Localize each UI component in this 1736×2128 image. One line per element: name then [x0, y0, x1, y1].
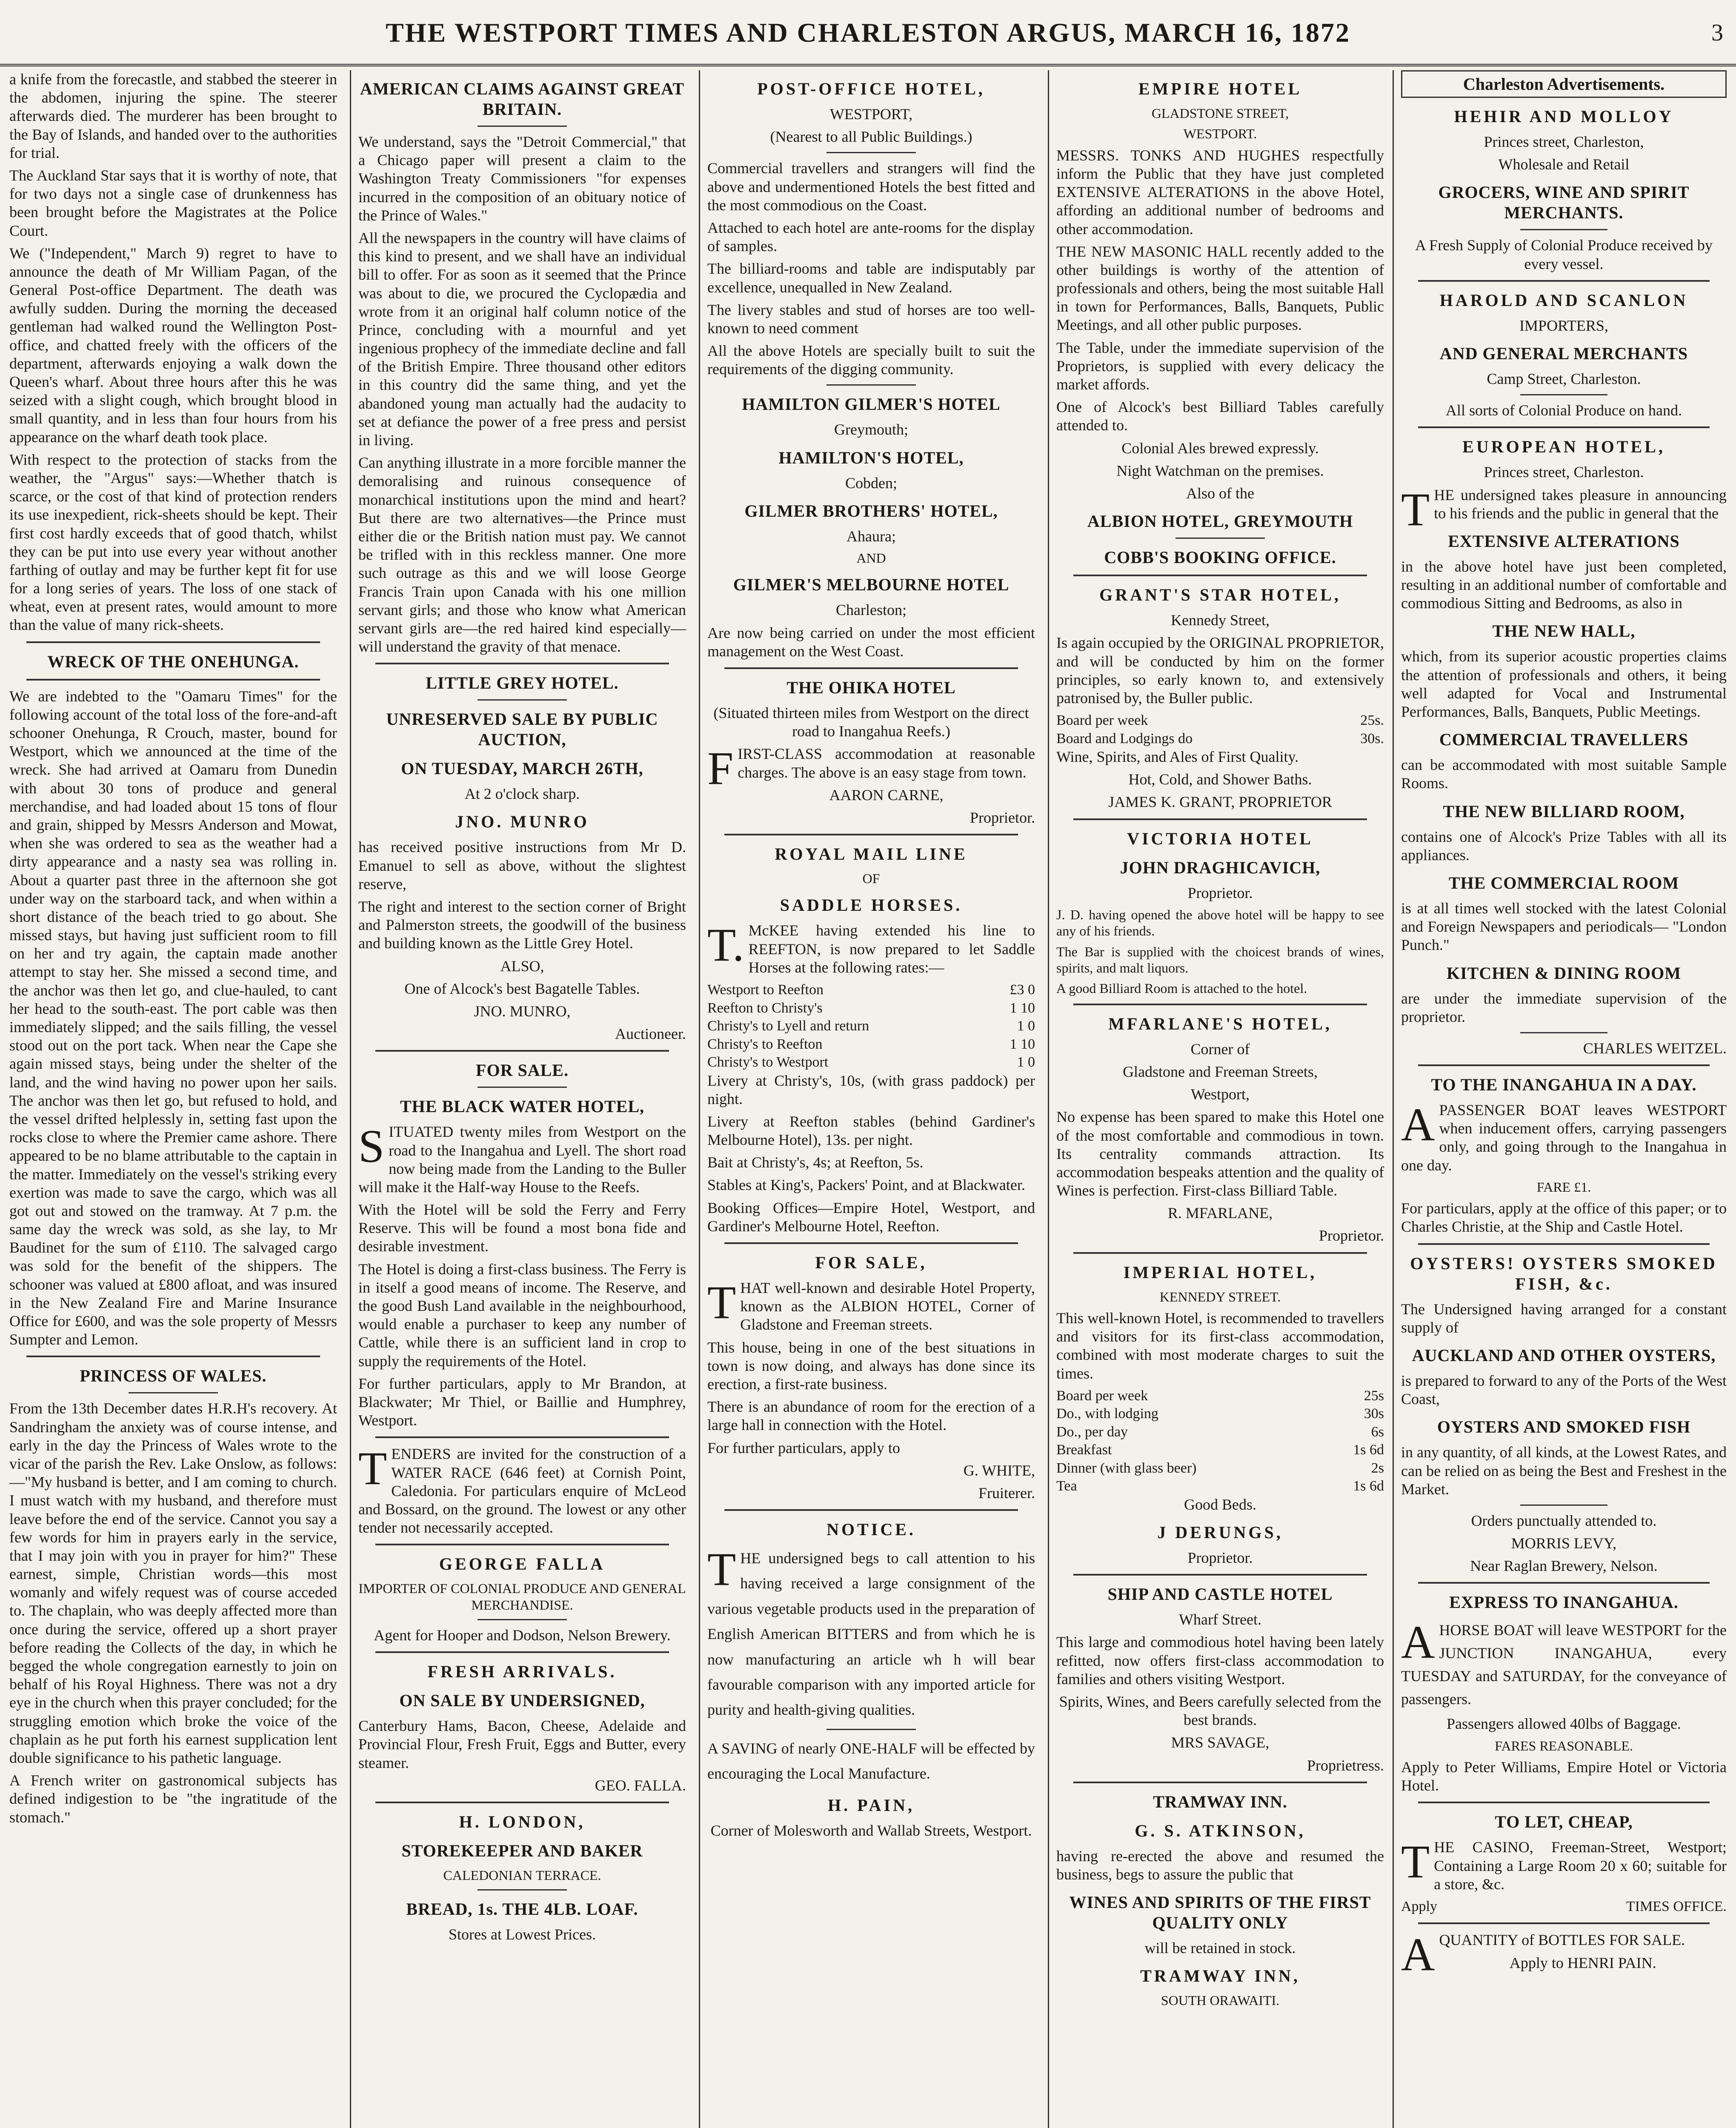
ad-subheading: THE NEW BILLIARD ROOM,	[1443, 801, 1685, 821]
ad-text: Canterbury Hams, Bacon, Cheese, Adelaide and Provincial Flour, Fresh Fruit, Eggs and Butter, every steamer.	[358, 1717, 686, 1771]
masthead	[0, 0, 1736, 66]
ad-signature: JNO. MUNRO,	[474, 1002, 571, 1020]
ad-text: Is again occupied by the ORIGINAL PROPRIETOR, and will be conducted by him on the former principles, so early known to, and extensively patronised by, the Buller public.	[1056, 634, 1384, 706]
column-rule	[1048, 70, 1049, 2128]
ad-text: Attached to each hotel are ante-rooms for the display of samples.	[707, 219, 1035, 255]
divider	[1175, 538, 1265, 539]
ad-text: which, from its superior acoustic properties claims the attention of professionals and others, it being well adapted for Vocal and Instrumental Performances, Balls, Banquets, Public Meetings.	[1401, 648, 1727, 720]
ad-text: The Undersigned having arranged for a constant supply of	[1401, 1300, 1727, 1336]
headline-wreck: WRECK OF THE ONEHUNGA.	[47, 652, 299, 671]
divider	[724, 834, 1018, 835]
ad-text: A good Billiard Room is attached to the hotel.	[1056, 981, 1307, 996]
ad-text: Wholesale and Retail	[1498, 156, 1630, 173]
ad-subheading: STOREKEEPER AND BAKER	[401, 1841, 643, 1860]
ad-heading: THE OHIKA HOTEL	[786, 678, 956, 697]
ad-text: Princes street, Charleston.	[1484, 463, 1644, 481]
ad-heading: OYSTERS! OYSTERS SMOKED FISH, &c.	[1410, 1253, 1718, 1293]
rate-row: Breakfast 1s 6d	[1056, 1442, 1384, 1458]
ad-subheading: HAMILTON'S HOTEL,	[778, 448, 964, 467]
ad-text: THE undersigned begs to call attention to his having received a large consignment of the various vegetable products used in the preparation of English American BITTERS and from which he is now manufacturing an article wh h will bear favourable comparison with any imported article for purity and health-giving qualities.	[707, 1543, 1035, 1719]
ad-text: For further particulars, apply to	[707, 1439, 900, 1456]
ad-text: Stables at King's, Packers' Point, and at Blackwater.	[707, 1176, 1025, 1194]
ad-text: Cobden;	[845, 474, 897, 492]
rate-row: Dinner (with glass beer) 2s	[1056, 1460, 1384, 1476]
divider	[375, 1436, 669, 1438]
ad-text: For further particulars, apply to Mr Brandon, at Blackwater; Mr Thiel, or Baillie and Humphrey, Westport.	[358, 1375, 686, 1429]
ad-text: KENNEDY STREET.	[1159, 1289, 1281, 1304]
headline-princess: PRINCESS OF WALES.	[80, 1366, 267, 1386]
ad-text: GLADSTONE STREET,	[1151, 106, 1289, 121]
ad-text: THE undersigned takes pleasure in announcing to his friends and the public in general that the	[1401, 483, 1727, 535]
ad-text: Corner of	[1190, 1040, 1250, 1058]
divider	[478, 1889, 567, 1891]
ad-text: THE CASINO, Freeman-Street, Westport; Containing a Large Room 20 x 60; suitable for a store, &c.	[1401, 1836, 1727, 1893]
ad-subheading: GILMER BROTHERS' HOTEL,	[744, 501, 998, 521]
ad-text: Livery at Christy's, 10s, (with grass paddock) per night.	[707, 1072, 1035, 1107]
column-rule	[699, 70, 700, 2128]
ad-signature: Proprietor.	[970, 809, 1035, 826]
ad-text: ALSO,	[500, 957, 544, 975]
ad-text: A Fresh Supply of Colonial Produce received by every vessel.	[1415, 237, 1713, 272]
ad-heading: ROYAL MAIL LINE	[775, 844, 968, 864]
ad-text: Princes street, Charleston,	[1484, 133, 1644, 150]
divider	[26, 679, 320, 681]
divider	[26, 641, 320, 643]
ad-text: Passengers allowed 40lbs of Baggage.	[1447, 1715, 1681, 1733]
ad-text: Orders punctually attended to.	[1471, 1512, 1657, 1529]
rate-row: Westport to Reefton £3 0	[707, 982, 1035, 998]
ad-text: Agent for Hooper and Dodson, Nelson Brewery.	[374, 1627, 671, 1644]
divider	[478, 699, 567, 701]
ad-signature: CHARLES WEITZEL.	[1583, 1039, 1727, 1057]
ad-heading: SHIP AND CASTLE HOTEL	[1107, 1585, 1333, 1604]
divider	[478, 1619, 567, 1620]
ad-text: AQUANTITY of BOTTLES FOR SALE.	[1401, 1928, 1685, 1981]
ad-subheading: COBB'S BOOKING OFFICE.	[1104, 548, 1336, 567]
ad-name: H. PAIN,	[828, 1795, 915, 1815]
ad-text: contains one of Alcock's Prize Tables with all its appliances.	[1401, 828, 1727, 864]
ad-subheading: ON TUESDAY, MARCH 26TH,	[401, 759, 643, 778]
divider	[478, 126, 567, 127]
divider	[129, 1392, 218, 1393]
ad-text: Livery at Reefton stables (behind Gardiner's Melbourne Hotel), 13s. per night.	[707, 1113, 1035, 1149]
ad-heading: HEHIR AND MOLLOY	[1454, 107, 1674, 126]
divider	[1520, 394, 1607, 395]
divider	[1418, 1064, 1710, 1066]
ad-text: having re-erected the above and resumed the business, begs to assure the public that	[1056, 1847, 1384, 1883]
divider	[1418, 1922, 1710, 1924]
ad-subheading: GROCERS, WINE AND SPIRIT MERCHANTS.	[1438, 183, 1690, 223]
rate-row: Reefton to Christy's 1 10	[707, 1000, 1035, 1016]
ad-text: AHORSE BOAT will leave WESTPORT for the JUNCTION INANGAHUA, every TUESDAY and SATURDAY, for the conveyance of passengers.	[1401, 1616, 1727, 1708]
ad-text: Charleston;	[836, 601, 907, 619]
ad-text: Also of the	[1186, 484, 1254, 502]
headline-claims: AMERICAN CLAIMS AGAINST GREAT BRITAIN.	[360, 79, 685, 119]
ad-text: Spirits, Wines, and Beers carefully selected from the best brands.	[1059, 1693, 1381, 1729]
ad-text: Night Watchman on the premises.	[1116, 462, 1324, 479]
divider	[724, 667, 1018, 669]
ad-text: Booking Offices—Empire Hotel, Westport, and Gardiner's Melbourne Hotel, Reefton.	[707, 1199, 1035, 1235]
section-heading: Charleston Advertisements.	[1401, 70, 1727, 98]
ad-text: There is an abundance of room for the erection of a large hall in connection with the Hotel.	[707, 1398, 1035, 1434]
ad-subheading: GILMER'S MELBOURNE HOTEL	[733, 575, 1010, 595]
ad-signature: Apply to HENRI PAIN.	[1509, 1954, 1656, 1971]
ad-signature: Proprietor.	[1319, 1227, 1384, 1244]
ad-signature: GEO. FALLA.	[595, 1776, 686, 1794]
ad-signature: G. WHITE,	[963, 1462, 1035, 1479]
ad-heading: THE BLACK WATER HOTEL,	[400, 1097, 644, 1116]
divider	[1073, 1252, 1367, 1254]
ad-subheading: HAMILTON GILMER'S HOTEL	[742, 395, 1001, 414]
rate-row: Board and Lodgings do 30s.	[1056, 730, 1384, 747]
divider	[1418, 1802, 1710, 1803]
ad-subheading: ALBION HOTEL, GREYMOUTH	[1087, 512, 1353, 531]
ad-name: H. LONDON,	[459, 1812, 586, 1831]
divider	[1073, 1004, 1367, 1005]
article-paragraph: We ("Independent," March 9) regret to have to announce the death of Mr William Pagan, of the General Post-office Department. The death was awfully sudden. During the morning the deceased gentleman had walked round the Wellington Post-office, and chatted freely with the officers of the department, afterwards enjoying a walk down the Queen's wharf. About three hours after this he was seized with a slight cough, which brought blood in small quantity, and in less than four hours from his appearance on the wharf death took place.	[9, 244, 337, 446]
ad-text: FARES REASONABLE.	[1495, 1738, 1633, 1753]
divider	[827, 1729, 916, 1730]
divider	[1073, 1574, 1367, 1576]
ad-text: Wharf Street.	[1179, 1611, 1261, 1628]
ad-text: For particulars, apply at the office of this paper; or to Charles Christie, at the Ship and Castle Hotel.	[1401, 1200, 1727, 1236]
ad-subheading: UNRESERVED SALE BY PUBLIC AUCTION,	[386, 709, 658, 749]
divider	[1520, 1032, 1607, 1033]
ad-text: All sorts of Colonial Produce on hand.	[1446, 402, 1682, 419]
ad-text: This well-known Hotel, is recommended to travellers and visitors for its first-class accommodation, combined with most moderate charges to suit the times.	[1056, 1310, 1384, 1382]
ad-heading: GRANT'S STAR HOTEL,	[1099, 585, 1341, 605]
ad-text: With the Hotel will be sold the Ferry and Ferry Reserve. This will be found a most bona fide and desirable investment.	[358, 1201, 686, 1255]
ad-signature: Auctioneer.	[615, 1025, 686, 1043]
rates-table	[1056, 1387, 1384, 1496]
ad-text: (Nearest to all Public Buildings.)	[770, 128, 972, 146]
ad-text: The Bar is supplied with the choicest brands of wines, spirits, and malt liquors.	[1056, 944, 1384, 976]
column-1	[5, 70, 341, 2128]
page-number: 3	[1711, 20, 1723, 46]
ad-text: A SAVING of nearly ONE-HALF will be effected by encouraging the Local Manufacture.	[707, 1739, 1035, 1782]
ad-subheading: THE NEW HALL,	[1492, 621, 1636, 641]
ad-text: FIRST-CLASS accommodation at reasonable charges. The above is an easy stage from town.	[707, 742, 1035, 795]
article-paragraph: All the newspapers in the country will have claims of this kind to present, and we shall have an individual bill to offer. For as soon as it seemed that the Prince was about to die, we procured the Cyclopædia and wrote from it an original half column notice of the Prince, concluding with a mournful and yet ingenious prophecy of the immediate decline and fall of the British Empire. Three thousand other editors in this country did the same thing, and yet the abandoned young man actually had the audacity to set at defiance the power of a free press and persist in living.	[358, 229, 686, 449]
ad-heading: MFARLANE'S HOTEL,	[1108, 1014, 1332, 1033]
divider	[375, 1050, 669, 1052]
ad-signature: MRS SAVAGE,	[1171, 1734, 1270, 1751]
ad-text: in the above hotel have just been completed, resulting in an additional number of comfortable and commodious Sitting and Bedrooms, as also in	[1401, 558, 1727, 612]
rate-row: Do., per day 6s	[1056, 1424, 1384, 1440]
column-2	[354, 70, 690, 2128]
ad-heading: EUROPEAN HOTEL,	[1462, 437, 1665, 457]
ad-text: Gladstone and Freeman Streets,	[1123, 1063, 1318, 1080]
ad-subheading: AND GENERAL MERCHANTS	[1439, 343, 1688, 363]
ad-text: THAT well-known and desirable Hotel Property, known as the ALBION HOTEL, Corner of Gladstone and Freeman streets.	[707, 1276, 1035, 1333]
column-rule	[1393, 70, 1394, 2128]
ad-text: Apply to Peter Williams, Empire Hotel or Victoria Hotel.	[1401, 1759, 1727, 1794]
column-4	[1052, 70, 1388, 2128]
article-paragraph: A French writer on gastronomical subjects has defined indigestion to be "the ingratitude of the stomach."	[9, 1772, 337, 1826]
ad-heading: TO THE INANGAHUA IN A DAY.	[1431, 1075, 1697, 1095]
ad-text: WESTPORT.	[1183, 126, 1257, 142]
ad-text: AND	[856, 550, 886, 566]
ad-text: Near Raglan Brewery, Nelson.	[1470, 1557, 1658, 1575]
ad-text: IMPORTERS,	[1519, 317, 1608, 334]
ad-signature: Fruiterer.	[978, 1484, 1035, 1502]
divider	[1520, 229, 1607, 230]
ad-subheading: WINES AND SPIRITS OF THE FIRST QUALITY ONLY	[1069, 1893, 1371, 1933]
ad-text: The Hotel is doing a first-class business. The Ferry is in itself a good means of income. The Reserve, and the good Bush Land available in the neighbourhood, would enable a purchaser to keep any number of Cattle, while there is an sufficient land in crop to supply the requirements of the Hotel.	[358, 1260, 686, 1370]
apply-line: Apply TIMES OFFICE.	[1401, 1898, 1727, 1914]
ad-text: Colonial Ales brewed expressly.	[1121, 439, 1319, 457]
ad-heading: IMPERIAL HOTEL,	[1123, 1262, 1317, 1282]
divider	[375, 663, 669, 664]
ad-text: T.McKEE having extended his line to REEFTON, is now prepared to let Saddle Horses at the following rates:—	[707, 919, 1035, 976]
divider	[26, 1356, 320, 1357]
divider	[375, 1651, 669, 1653]
rate-row: Christy's to Westport 1 0	[707, 1054, 1035, 1070]
ad-text: At 2 o'clock sharp.	[464, 785, 580, 803]
article-paragraph: From the 13th December dates H.R.H's recovery. At Sandringham the anxiety was of course intense, and early in the day the Princess of Wales wrote to the vicar of the parish the Rev. Lake Onslow, as follows:—"My husband is better, and I am coming to church. I must watch with my husband, and therefore must leave before the end of the service. Cannot you say a few words for him in prayers early in the service, that I may join with you in prayer for him?" These earnest, simple, Christian words—this most womanly and wifely request was of course acceded to. The chaplain, who was deeply affected more than once during the service, offered up a short prayer before reading the Collects of the day, in which he begged the whole congregation earnestly to join on behalf of his Royal Highness. There was not a dry eye in the church when this prayer concluded; for the struggling emotion which broke the voice of the chaplain as he put forth his earnest supplication lent double significance to his pathetic language.	[9, 1400, 337, 1766]
divider	[1418, 1582, 1710, 1584]
divider	[1073, 1782, 1367, 1783]
ad-text: Proprietor.	[1187, 1549, 1253, 1566]
ad-text: Corner of Molesworth and Wallab Streets, Westport.	[710, 1822, 1032, 1839]
ad-text: One of Alcock's best Billiard Tables carefully attended to.	[1056, 398, 1384, 434]
ad-text: SOUTH ORAWAITI.	[1161, 1993, 1280, 2008]
rates-table	[1056, 712, 1384, 748]
ad-subheading: COMMERCIAL TRAVELLERS	[1439, 730, 1689, 749]
ad-text: The livery stables and stud of horses are too well-known to need comment	[707, 301, 1035, 337]
ad-text: This house, being in one of the best situations in town is now doing, and always has done since its erection, a first-rate business.	[707, 1339, 1035, 1393]
masthead-title: THE WESTPORT TIMES AND CHARLESTON ARGUS, MARCH 16, 1872	[386, 17, 1350, 48]
ad-text: J. D. having opened the above hotel will be happy to see any of his friends.	[1056, 907, 1384, 939]
divider	[375, 1544, 669, 1545]
ad-text: is prepared to forward to any of the Ports of the West Coast,	[1401, 1372, 1727, 1408]
ad-text: Proprietor.	[1187, 884, 1253, 901]
ad-name: G. S. ATKINSON,	[1135, 1821, 1306, 1840]
article-paragraph: Can anything illustrate in a more forcible manner the demoralising and ruinous consequence of monarchical institutions upon the mind and heart? But there are two alternatives—the Prince must either die or the British nation must pay. We cannot be trifled with in this reckless manner. One more such outrage as this and we will loose George Francis Train upon Canada with his one million servant girls; and those who know what American servant girls are—the red haired kind especially—will understand the gravity of that menace.	[358, 454, 686, 655]
rate-row: Board per week 25s.	[1056, 712, 1384, 729]
rate-row: Do., with lodging 30s	[1056, 1406, 1384, 1422]
ad-text: Bait at Christy's, 4s; at Reefton, 5s.	[707, 1154, 924, 1171]
ad-text: TENDERS are invited for the construction of a WATER RACE (646 feet) at Cornish Point, Caledonia. For particulars enquire of McLeod and Bossard, on the ground. The lowest or any other tender not necessarily accepted.	[358, 1442, 686, 1536]
ad-heading: FOR SALE.	[476, 1061, 569, 1080]
divider	[1418, 1243, 1710, 1245]
ad-text: Stores at Lowest Prices.	[449, 1926, 596, 1943]
ad-text: No expense has been spared to make this Hotel one of the most comfortable and commodious in town. Its centrality commands attraction. Its accommodation bespeaks attention and the quality of Wines is perfection. First-class Billiard Table.	[1056, 1108, 1384, 1199]
ad-heading: NOTICE.	[827, 1520, 916, 1539]
ad-name: GEORGE FALLA	[439, 1554, 606, 1574]
ad-heading: TO LET, CHEAP,	[1495, 1812, 1633, 1832]
ad-heading: EMPIRE HOTEL	[1138, 79, 1302, 98]
ad-subheading: AUCKLAND AND OTHER OYSTERS,	[1412, 1345, 1716, 1365]
ad-signature: R. MFARLANE,	[1167, 1204, 1273, 1222]
ad-signature: TRAMWAY INN,	[1140, 1966, 1300, 1986]
column-5	[1397, 70, 1731, 2128]
ad-text: FARE £1.	[1536, 1179, 1591, 1195]
article-paragraph: We understand, says the "Detroit Commercial," that a Chicago paper will present a claim to the Washington Treaty Commissioners "for expenses incurred in the composition of an obituary notice of the Prince of Wales."	[358, 133, 686, 224]
divider	[375, 1802, 669, 1803]
article-paragraph: a knife from the forecastle, and stabbed the steerer in the abdomen, injuring the spine. The steerer afterwards died. The murderer has been brought to the Bay of Islands, and handed over to the authorities for trial.	[9, 71, 337, 161]
ad-text: CALEDONIAN TERRACE.	[443, 1867, 601, 1883]
ad-subheading: OYSTERS AND SMOKED FISH	[1437, 1417, 1691, 1437]
column-rule	[350, 70, 351, 2128]
divider	[827, 384, 916, 386]
ad-heading: FOR SALE,	[815, 1253, 927, 1273]
rate-row: Christy's to Lyell and return 1 0	[707, 1018, 1035, 1034]
ad-text: Are now being carried on under the most efficient management on the West Coast.	[707, 624, 1035, 660]
ad-signature: AARON CARNE,	[829, 786, 944, 804]
ad-text: is at all times well stocked with the latest Colonial and Foreign Newspapers and periodicals— "London Punch."	[1401, 899, 1727, 954]
ad-text: Ahaura;	[847, 527, 896, 545]
ad-text: All the above Hotels are specially built to suit the requirements of the digging community.	[707, 342, 1035, 378]
ad-text: OF	[862, 871, 880, 887]
divider	[724, 1509, 1018, 1511]
ad-subheading: EXTENSIVE ALTERATIONS	[1448, 531, 1680, 551]
ad-heading: TRAMWAY INN.	[1153, 1792, 1287, 1811]
ad-text: Kennedy Street,	[1171, 612, 1270, 629]
ad-text: SITUATED twenty miles from Westport on the road to the Inangahua and Lyell. The short road now being made from the Landing to the Buller will make it the Half-way House to the Reefs.	[358, 1120, 686, 1196]
rate-row: Board per week 25s	[1056, 1387, 1384, 1404]
ad-text: IMPORTER OF COLONIAL PRODUCE AND GENERAL MERCHANDISE.	[358, 1581, 686, 1613]
ad-text: This large and commodious hotel having been lately refitted, now offers first-class accommodation to families and others visiting Westport.	[1056, 1633, 1384, 1688]
ad-subheading: JOHN DRAGHICAVICH,	[1120, 858, 1321, 877]
column-3	[703, 70, 1039, 2128]
divider	[478, 1087, 567, 1088]
divider	[1418, 426, 1710, 428]
ad-text: THE NEW MASONIC HALL recently added to the other buildings is worthy of the attention of professionals and others, being the most suitable Hall in town for Performances, Balls, Banquets, Public Meetings, and all other public purposes.	[1056, 243, 1384, 334]
ad-text: (Situated thirteen miles from Westport on the direct road to Inangahua Reefs.)	[713, 704, 1029, 740]
ad-text: Greymouth;	[834, 421, 908, 438]
divider	[1073, 575, 1367, 576]
ad-signature: JAMES K. GRANT, PROPRIETOR	[1108, 793, 1332, 811]
ad-text: Camp Street, Charleston.	[1487, 370, 1641, 387]
article-paragraph: The Auckland Star says that it is worthy of note, that for two days not a single case of drunkenness has been brought before the Magistrates at the Police Court.	[9, 166, 337, 239]
ad-text: The Table, under the immediate supervision of the Proprietors, is supplied with every delicacy the market affords.	[1056, 339, 1384, 393]
ad-subheading: BREAD, 1s. THE 4LB. LOAF.	[406, 1899, 638, 1919]
ad-heading: LITTLE GREY HOTEL.	[426, 673, 619, 693]
ad-heading: VICTORIA HOTEL	[1127, 829, 1313, 848]
ad-text: Westport,	[1190, 1086, 1250, 1103]
divider	[1520, 1504, 1607, 1506]
rate-row: Tea 1s 6d	[1056, 1478, 1384, 1494]
rates-table	[707, 981, 1035, 1072]
ad-heading: FRESH ARRIVALS.	[427, 1662, 617, 1682]
ad-text: Wine, Spirits, and Ales of First Quality.	[1056, 748, 1299, 766]
rate-row: Christy's to Reefton 1 10	[707, 1036, 1035, 1052]
ad-heading: HAROLD AND SCANLON	[1439, 290, 1688, 310]
ad-name: JNO. MUNRO	[455, 812, 589, 832]
ad-heading: SADDLE HORSES.	[780, 895, 963, 915]
ad-text: Commercial travellers and strangers will find the above and undermentioned Hotels the best fitted and the most commodious on the Coast.	[707, 160, 1035, 214]
divider	[827, 152, 916, 153]
article-paragraph: With respect to the protection of stacks from the weather, the "Argus" says:—Whether thatch is scarce, or the cost of that kind of protection renders its use inexpedient, rick-sheets should be kept. Their first cost hardly exceeds that of good thatch, whilst they can be put into use every year without another farthing of outlay and may be further kept fit for use for a long series of years. The loss of one stack of wheat, even at present rates, would amount to more than the value of many rick-sheets.	[9, 451, 337, 634]
ad-text: One of Alcock's best Bagatelle Tables.	[404, 980, 640, 997]
ad-text: Good Beds.	[1184, 1496, 1256, 1513]
ad-signature: MORRIS LEVY,	[1511, 1535, 1617, 1552]
ad-text: APASSENGER BOAT leaves WESTPORT when inducement offers, carrying passengers only, and going through to the Inangahua in one day.	[1401, 1098, 1727, 1174]
ad-text: are under the immediate supervision of the proprietor.	[1401, 990, 1727, 1025]
divider	[724, 1242, 1018, 1244]
ad-text: has received positive instructions from Mr D. Emanuel to sell as above, without the slightest reserve,	[358, 838, 686, 892]
article-paragraph: We are indebted to the "Oamaru Times" for the following account of the total loss of the fore-and-aft schooner Onehunga, R Crouch, master, bound for Westport, which we announced at the time of the wreck. She had arrived at Oamaru from Dunedin with about 30 tons of produce and general merchandise, and had loaded about 15 tons of flour and grain, shipped by Messrs Anderson and Mowat, when she was ordered to sea as the weather had a dirty appearance and a nasty sea was rolling in. About a quarter past three in the afternoon she got under way on the starboard tack, and when within a short distance of the beach tried to go about. She missed stays, but having just sufficient room to fill on her and try again, the captain made another attempt to stay her. She missed a second time, and the anchor was then let go, and clue-hauled, to cant her head to the south-east. The port cable was then immediately slipped; and the sails filling, the vessel stood out on the port tack. When near the Cape she again missed stays, being under the shelter of the land, and the wind having no power upon her sails. The anchor was then let go, but refused to hold, and the vessel drifted helplessly in, setting fast upon the rocks close to where the Premier came ashore. There appeared to be no blame attributable to the captain in the matter. Immediately on the vessel's striking every exertion was made to save the cargo, which was all got out and stowed on the tramway. At 7 p.m. the same day the wreck was sold, as she lay, to Mr Baudinet for the sum of £110. The salvaged cargo was sold for the benefit of the shippers. The schooner was valued at £800 afloat, and was insured in the New Zealand Fire and Marine Insurance Office for £600, and was the sole property of Messrs Sumpter and Lemon.	[9, 687, 337, 1348]
divider	[1073, 818, 1367, 820]
ad-text: WESTPORT,	[829, 106, 913, 123]
ad-name: J DERUNGS,	[1157, 1523, 1283, 1542]
ad-text: MESSRS. TONKS AND HUGHES respectfully inform the Public that they have just completed EXTENSIVE ALTERATIONS in the above Hotel, affording an additional number of bedrooms and other accommodation.	[1056, 146, 1384, 237]
ad-text: The right and interest to the section corner of Bright and Palmerston streets, the goodwill of the business and building known as the Little Grey Hotel.	[358, 898, 686, 952]
ad-text: in any quantity, of all kinds, at the Lowest Rates, and can be relied on as being the Best and Freshest in the Market.	[1401, 1444, 1727, 1498]
ad-heading: EXPRESS TO INANGAHUA.	[1449, 1593, 1679, 1612]
ad-subheading: KITCHEN & DINING ROOM	[1446, 963, 1682, 983]
ad-text: can be accommodated with most suitable Sample Rooms.	[1401, 756, 1727, 792]
ad-text: will be retained in stock.	[1144, 1939, 1296, 1957]
ad-text: Hot, Cold, and Shower Baths.	[1128, 771, 1312, 788]
divider	[1418, 280, 1710, 282]
ad-subheading: ON SALE BY UNDERSIGNED,	[399, 1691, 645, 1710]
ad-heading: POST-OFFICE HOTEL,	[757, 79, 985, 98]
ad-text: The billiard-rooms and table are indisputably par excellence, unequalled in New Zealand.	[707, 260, 1035, 296]
ad-subheading: THE COMMERCIAL ROOM	[1448, 873, 1679, 892]
ad-signature: Proprietress.	[1307, 1756, 1384, 1774]
